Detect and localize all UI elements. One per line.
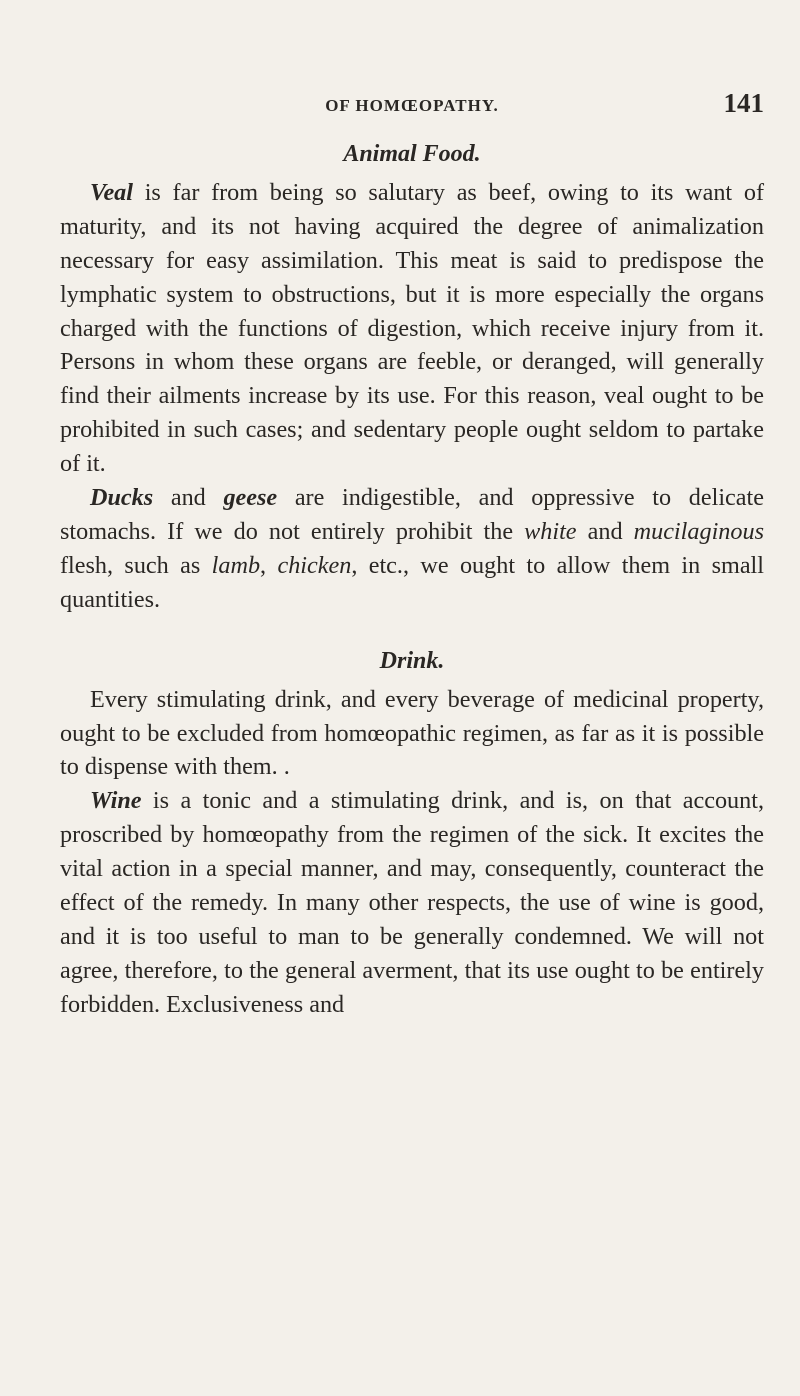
paragraph-wine: [60, 784, 764, 1021]
text-run: Every stimulating drink, and every beverage of medicinal property, ought to be excluded from homœopathic regimen, as far as it is possible to dispense with them. .: [60, 685, 764, 781]
text-run: is a tonic and a stimulating drink, and is, on that account, proscribed by homœopathy from the regimen of the sick. It excites the vital action in a special manner, and may, consequently, counteract the effect of the remedy. In many other respects, the use of wine is good, and it is too useful to man to be generally condemned. We will not agree, therefore, to the general averment, that its use ought to be entirely forbidden. Exclusiveness and: [60, 787, 764, 1018]
text-run: , etc., we ought to allow them in small quantities.: [60, 551, 764, 613]
emphasized-term: Veal: [90, 178, 133, 206]
emphasized-term: mucilaginous: [633, 517, 764, 545]
emphasized-term: Wine: [90, 787, 142, 815]
emphasized-term: chicken: [277, 551, 352, 579]
text-run: ,: [260, 551, 278, 579]
emphasized-term: Ducks: [90, 484, 154, 512]
text-run: is far from being so salutary as beef, owing to its want of maturity, and its not having acquired the degree of animalization necessary for easy assimilation. This meat is said to predispose the lymphatic system to obstructions, but it is more especially the organs charged with the functions of digestion, which receive injury from it. Persons in whom these organs are feeble, or deranged, will generally find their ailments increase by its use. For this reason, veal ought to be prohibited in such cases; and sedentary people ought seldom to partake of it.: [60, 178, 764, 478]
paragraph-veal: [60, 176, 764, 481]
running-title: OF HOMŒOPATHY.: [325, 96, 499, 115]
emphasized-term: lamb: [211, 551, 261, 579]
body-text: [60, 128, 764, 1022]
section-heading-drink: Drink.: [379, 647, 445, 674]
section-heading-animal-food: Animal Food.: [343, 141, 481, 167]
text-run: and: [153, 484, 224, 512]
emphasized-term: geese: [223, 484, 278, 512]
text-run: are indigestible, and oppressive to delicate stomachs. If we do not entirely prohibit the: [60, 484, 764, 545]
emphasized-term: white: [524, 517, 577, 545]
text-run: flesh, such as: [60, 551, 212, 579]
paragraph-stimulating-drink: [60, 683, 764, 785]
page-number: 141: [723, 88, 764, 118]
paragraph-ducks-geese: [60, 481, 764, 617]
page-header: [60, 88, 764, 128]
text-run: and: [576, 517, 634, 545]
